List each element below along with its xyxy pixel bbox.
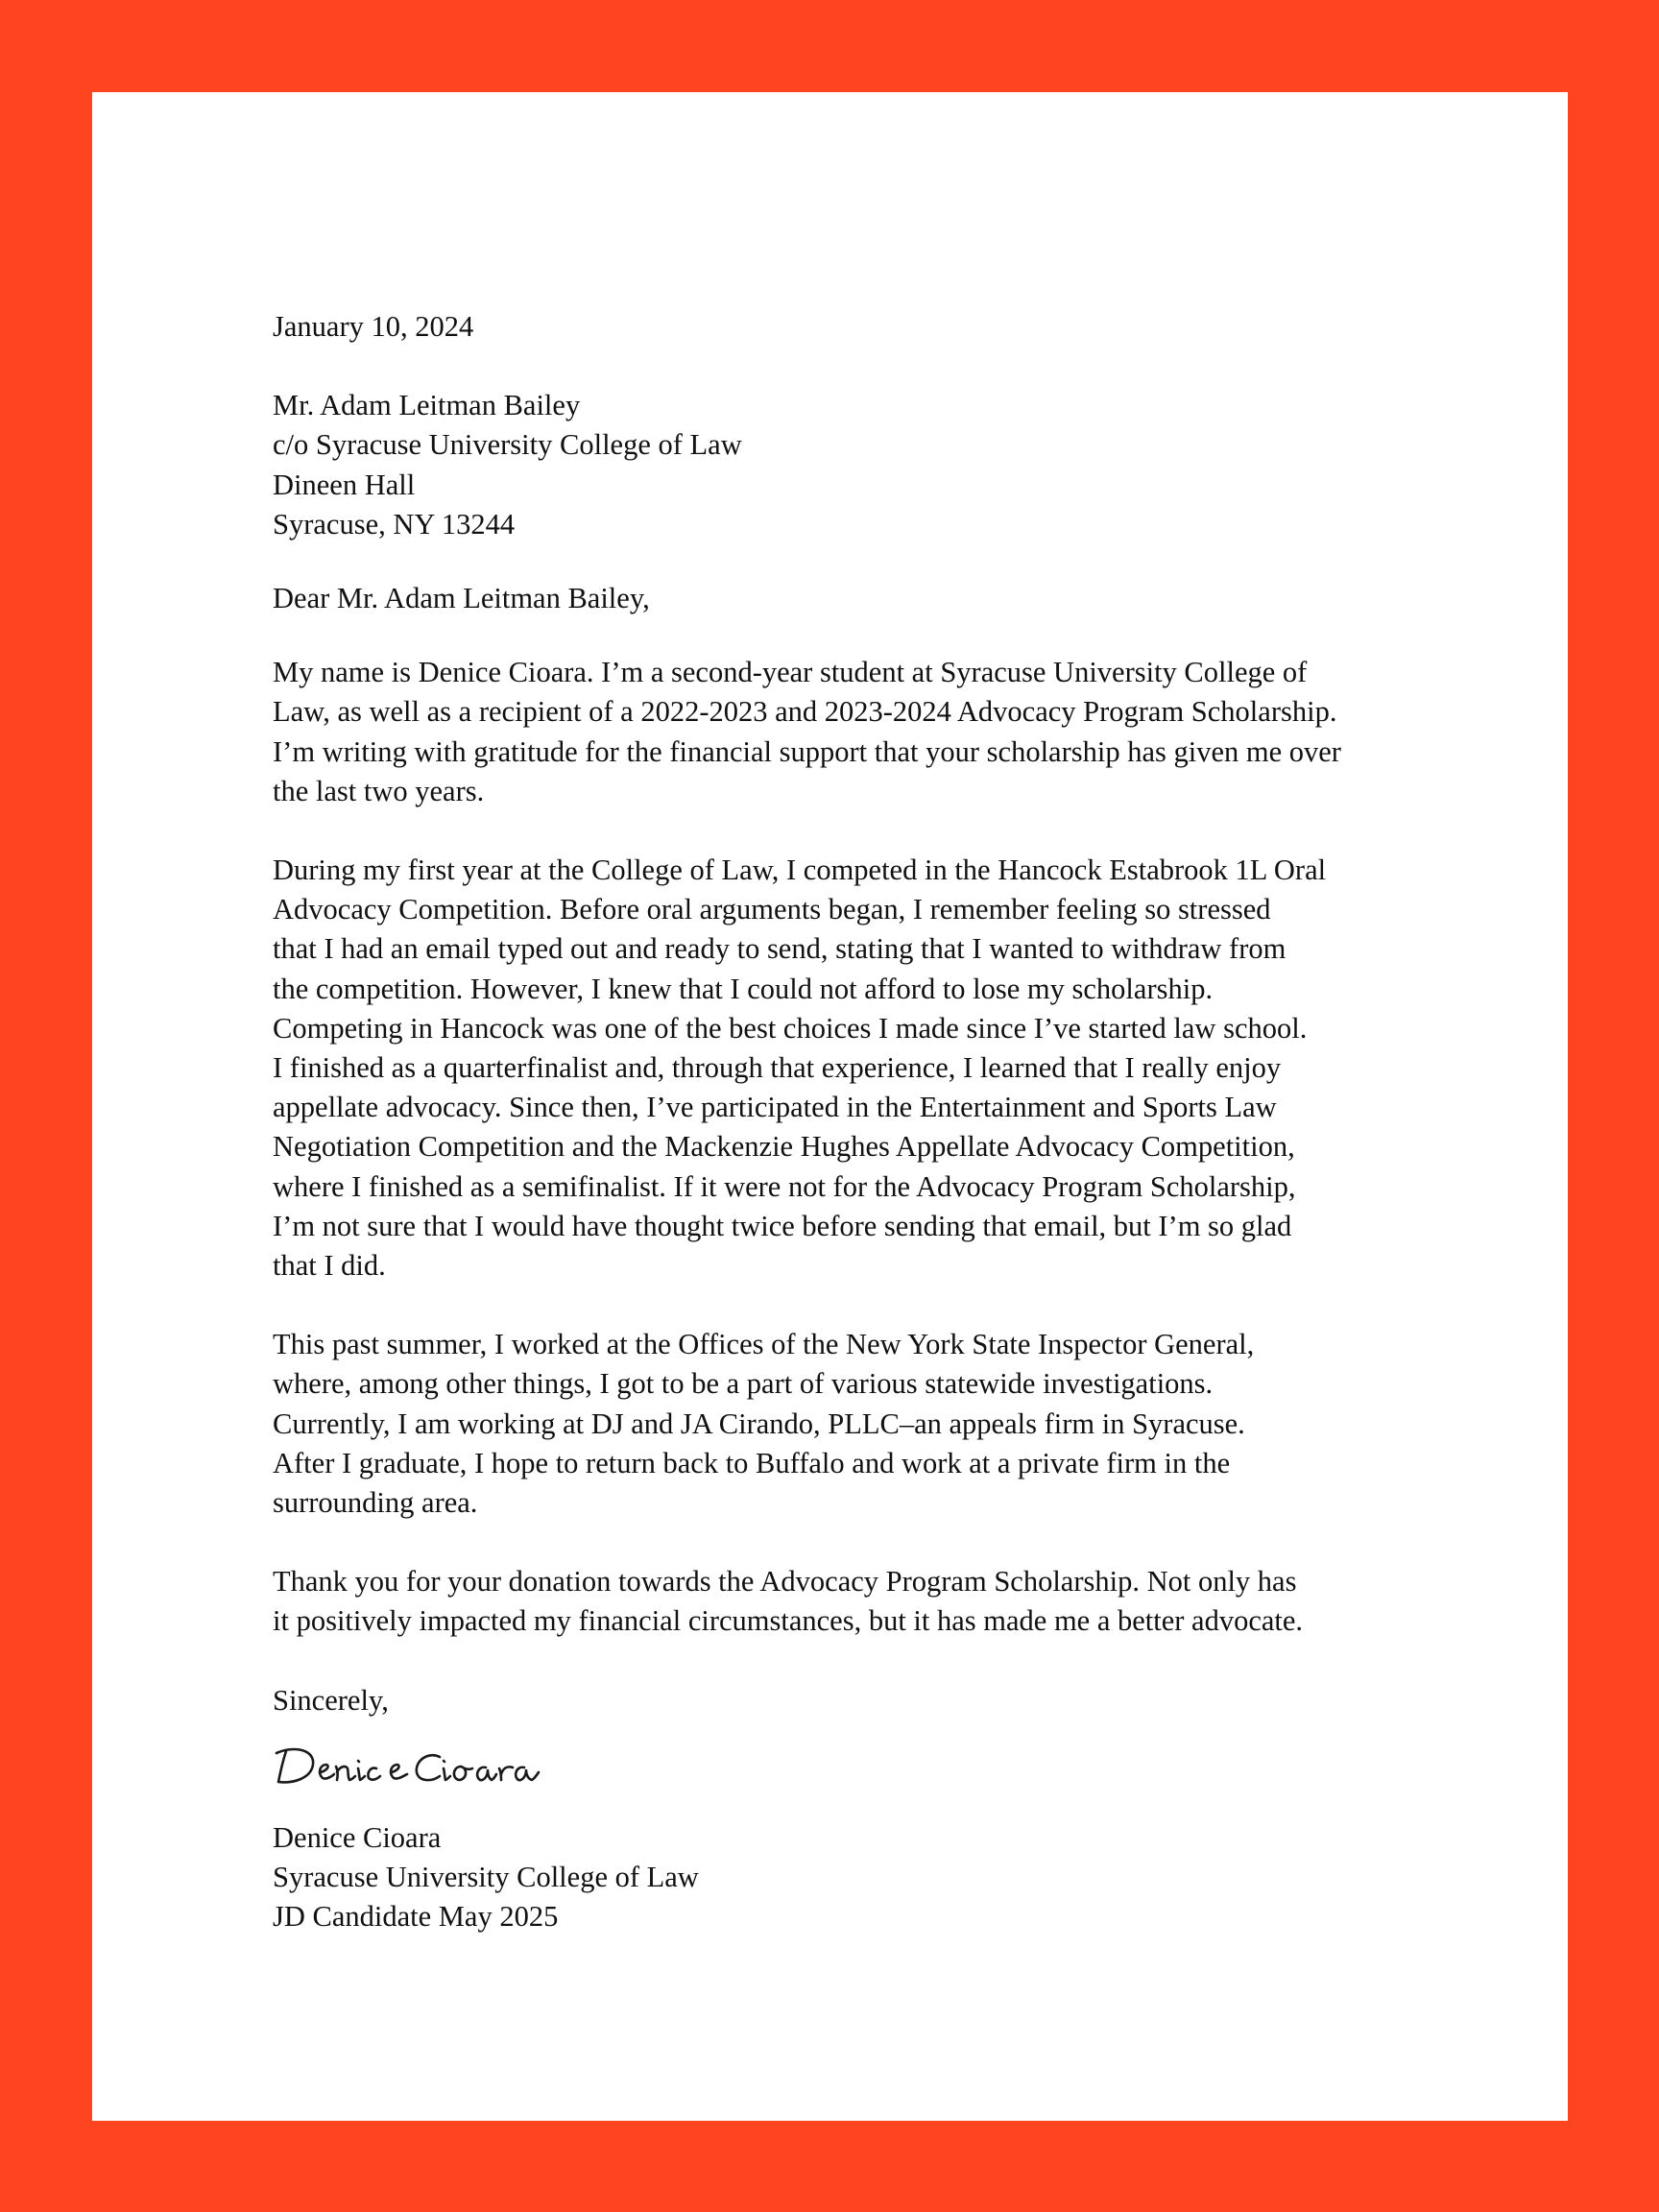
sender-block	[273, 1818, 1425, 1937]
paragraph-line: the last two years.	[273, 774, 485, 807]
paragraph-line: that I had an email typed out and ready to send, stating that I wanted to withdraw from	[273, 932, 1286, 966]
paragraph-line: Competing in Hancock was one of the best choices I made since I’ve started law school.	[273, 1011, 1308, 1045]
paragraph-line: I’m not sure that I would have thought twice before sending that email, but I’m so glad	[273, 1209, 1292, 1242]
letter-body	[273, 307, 1425, 1937]
paragraph-line: I’m writing with gratitude for the financial support that your scholarship has given me over	[273, 734, 1341, 768]
paragraph-line: Negotiation Competition and the Mackenzie Hughes Appellate Advocacy Competition,	[273, 1130, 1295, 1164]
paragraph-line: During my first year at the College of Law, I competed in the Hancock Estabrook 1L Oral	[273, 854, 1327, 887]
paragraph-line: Law, as well as a recipient of a 2022-2023 and 2023-2024 Advocacy Program Scholarship.	[273, 695, 1337, 729]
paragraph-line: the competition. However, I knew that I could not afford to lose my scholarship.	[273, 972, 1214, 1005]
salutation-line: Dear Mr. Adam Leitman Bailey,	[273, 582, 650, 615]
paragraph-thanks	[273, 1562, 1425, 1641]
closing	[273, 1681, 1425, 1720]
paragraph-line: I finished as a quarterfinalist and, through that experience, I learned that I really enjoy	[273, 1051, 1282, 1085]
paragraph-line: appellate advocacy. Since then, I’ve participated in the Entertainment and Sports Law	[273, 1091, 1277, 1124]
paragraph-line: that I did.	[273, 1249, 386, 1283]
paragraph-line: it positively impacted my financial circumstances, but it has made me a better advocate.	[273, 1604, 1304, 1638]
signature-drawing	[273, 1740, 541, 1795]
sender-title: JD Candidate May 2025	[273, 1900, 559, 1934]
paragraph-line: Thank you for your donation towards the Advocacy Program Scholarship. Not only has	[273, 1565, 1297, 1599]
recipient-city: Syracuse, NY 13244	[273, 507, 516, 541]
paragraph-line: This past summer, I worked at the Offices of the New York State Inspector General,	[273, 1328, 1255, 1361]
recipient-organization: c/o Syracuse University College of Law	[273, 428, 742, 462]
paragraph-introduction	[273, 653, 1425, 811]
letter-date	[273, 307, 1425, 347]
paragraph-line: where, among other things, I got to be a part of various statewide investigations.	[273, 1367, 1214, 1401]
salutation	[273, 579, 1425, 618]
paragraph-work-experience	[273, 1325, 1425, 1523]
paragraph-line: After I graduate, I hope to return back to Buffalo and work at a private firm in the	[273, 1446, 1231, 1479]
recipient-address	[273, 386, 1425, 544]
paragraph-line: where I finished as a semifinalist. If it were not for the Advocacy Program Scholarship,	[273, 1169, 1296, 1203]
handwritten-signature	[273, 1740, 1425, 1795]
recipient-name: Mr. Adam Leitman Bailey	[273, 389, 581, 422]
recipient-building: Dineen Hall	[273, 468, 416, 501]
paragraph-line: Currently, I am working at DJ and JA Cirando, PLLC–an appeals firm in Syracuse.	[273, 1407, 1245, 1440]
letter-page	[92, 92, 1568, 2121]
paragraph-line: surrounding area.	[273, 1486, 478, 1520]
paragraph-competitions	[273, 851, 1425, 1286]
closing-line: Sincerely,	[273, 1683, 389, 1717]
paragraph-line: My name is Denice Cioara. I’m a second-year student at Syracuse University College of	[273, 656, 1308, 689]
sender-school: Syracuse University College of Law	[273, 1861, 699, 1894]
paragraph-line: Advocacy Competition. Before oral arguments began, I remember feeling so stressed	[273, 893, 1271, 926]
sender-name: Denice Cioara	[273, 1820, 442, 1854]
date-line: January 10, 2024	[273, 310, 474, 343]
